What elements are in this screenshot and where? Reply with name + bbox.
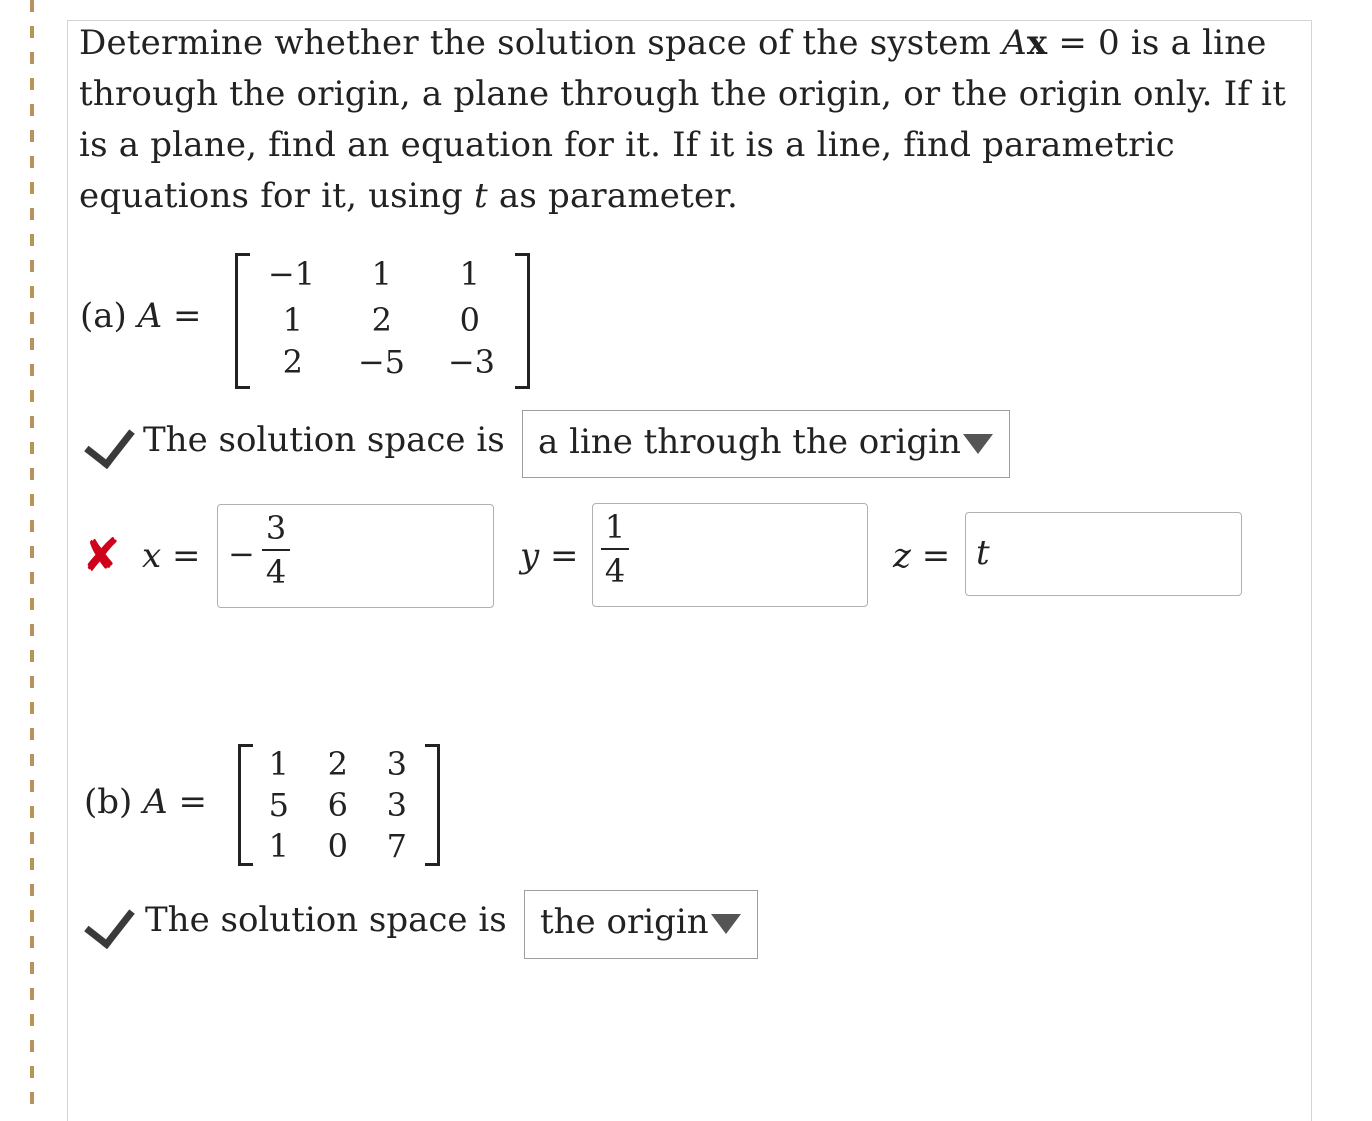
part-b-statement: The solution space is xyxy=(145,900,507,940)
y-input[interactable] xyxy=(592,503,868,607)
dropdown-caret-icon xyxy=(963,434,993,454)
part-a-selected-value: a line through the origin xyxy=(538,422,961,462)
cross-icon: ✘ xyxy=(82,528,121,582)
matrix-b-cell: 3 xyxy=(386,786,407,824)
part-a-statement: The solution space is xyxy=(143,420,505,460)
matrix-b-cell: 3 xyxy=(386,745,407,783)
y-fraction xyxy=(601,508,629,590)
question-prompt xyxy=(79,18,1294,222)
x-denominator: 4 xyxy=(265,553,287,591)
y-denominator: 4 xyxy=(604,552,626,590)
part-b-selected-value: the origin xyxy=(540,902,709,942)
matrix-a-cell: 1 xyxy=(282,301,303,339)
matrix-b-cell: 6 xyxy=(327,786,348,824)
matrix-b-cell: 7 xyxy=(386,827,407,865)
part-a-label: (a) A = xyxy=(80,296,202,336)
matrix-b-cell: 1 xyxy=(268,827,289,865)
prompt-line-4: equations for it, using t as parameter. xyxy=(79,176,739,216)
x-fraction xyxy=(262,509,290,591)
y-numerator: 1 xyxy=(604,508,626,546)
z-value: t xyxy=(976,533,990,573)
matrix-a-cell: 1 xyxy=(371,255,392,293)
part-b-label: (b) A = xyxy=(84,782,207,822)
matrix-a-cell: 0 xyxy=(459,301,480,339)
z-input[interactable] xyxy=(965,512,1242,596)
fraction-bar xyxy=(262,549,290,551)
x-input[interactable] xyxy=(217,504,494,608)
prompt-line-2: through the origin, a plane through the origin, or the origin only. If it xyxy=(79,74,1287,114)
matrix-a-right-bracket xyxy=(515,253,530,389)
x-label: x = xyxy=(142,536,201,576)
fraction-bar xyxy=(601,548,629,550)
matrix-a-cell: 1 xyxy=(459,255,480,293)
prompt-line-3: is a plane, find an equation for it. If it is a line, find parametric xyxy=(79,125,1175,165)
dashed-margin-line xyxy=(30,0,34,1105)
prompt-line-1: Determine whether the solution space of the system Ax = 0 is a line xyxy=(79,23,1267,63)
matrix-b-cell: 2 xyxy=(327,745,348,783)
z-label: z = xyxy=(893,536,951,576)
x-numerator: 3 xyxy=(265,509,287,547)
part-b-solution-select[interactable] xyxy=(524,890,758,959)
matrix-b-cell: 0 xyxy=(327,827,348,865)
y-label: y = xyxy=(520,536,579,576)
matrix-b-cell: 1 xyxy=(268,745,289,783)
matrix-a-cell: 2 xyxy=(371,301,392,339)
matrix-b-right-bracket xyxy=(425,744,440,866)
matrix-b-cell: 5 xyxy=(268,786,289,824)
matrix-a-cell: 2 xyxy=(282,343,303,381)
matrix-a-cell: −3 xyxy=(447,343,495,381)
dropdown-caret-icon xyxy=(711,914,741,934)
matrix-a-cell: −1 xyxy=(267,255,315,293)
x-sign: − xyxy=(228,535,255,573)
part-a-solution-select[interactable] xyxy=(522,410,1010,478)
matrix-a-cell: −5 xyxy=(357,343,405,381)
